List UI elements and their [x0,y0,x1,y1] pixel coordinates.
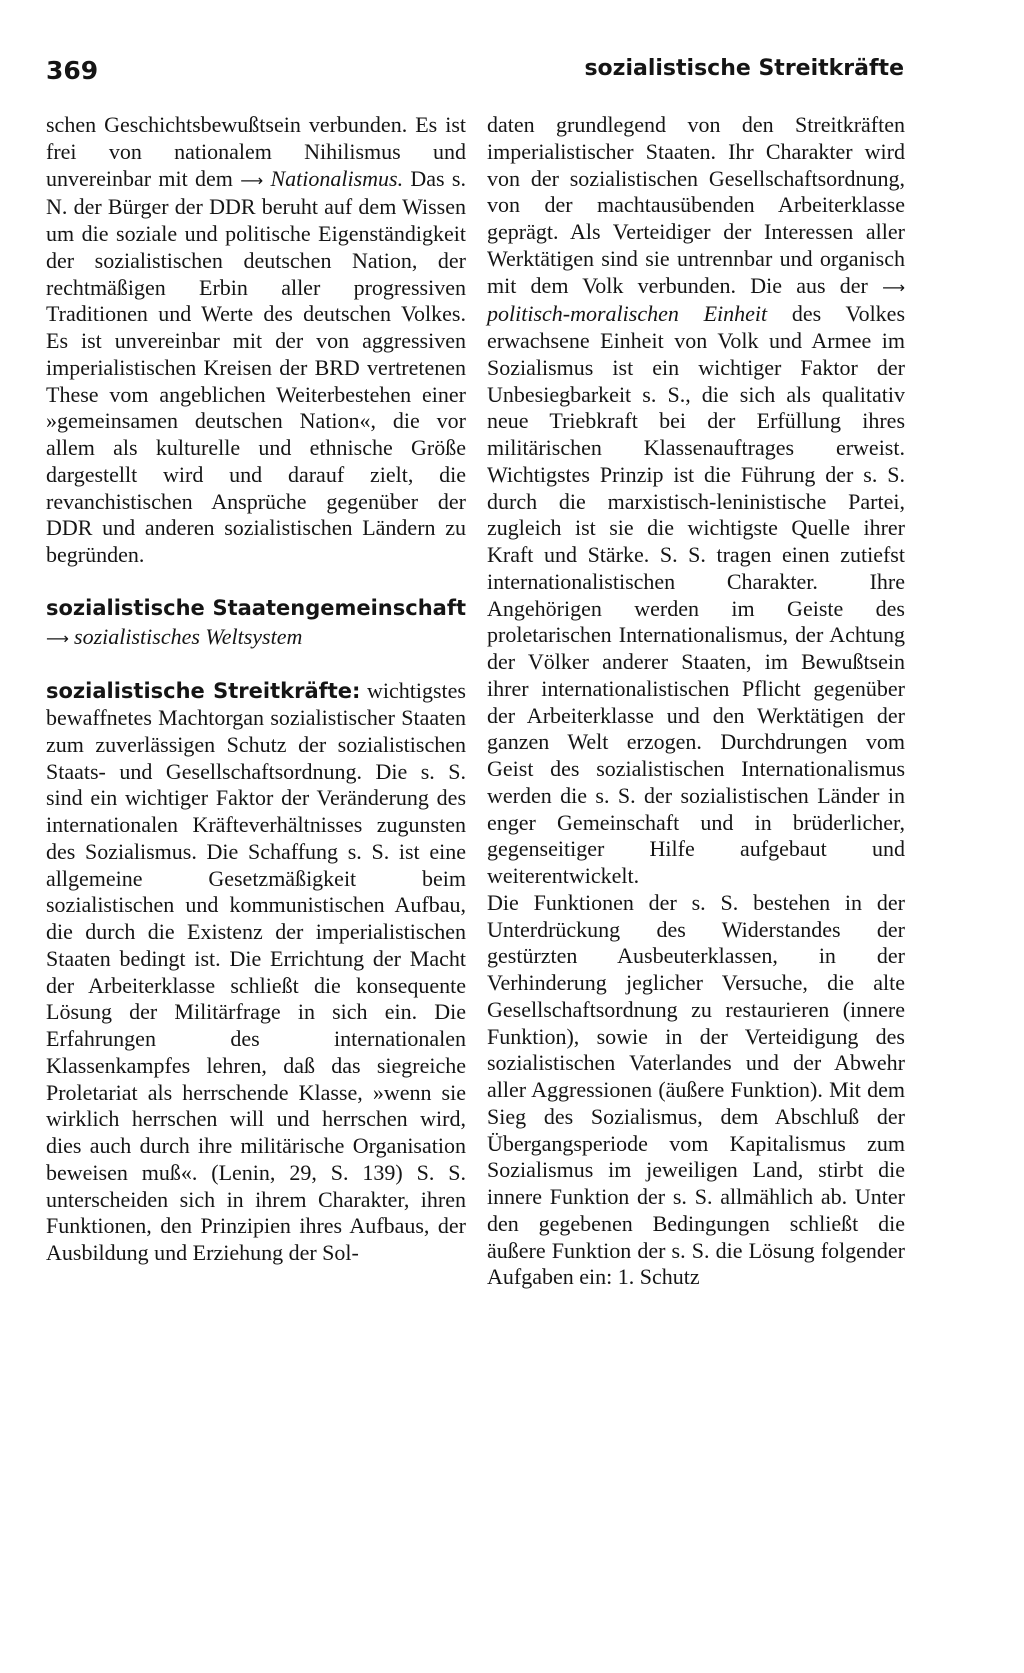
cross-reference-arrow-icon: ⟶ [882,277,905,297]
left-column [46,112,466,1267]
paragraph-text: Das s. N. der Bürger der DDR beruht auf dem Wissen um die soziale und politische Eigenständigkeit der sozialistischen deutschen Nation, der rechtmäßigen Erbin aller progressiven Traditionen und Werte des deutschen Volkes. Es ist unvereinbar mit der von aggressiven imperialistischen Kreisen der BRD vertretenen These vom angeblichen Weiterbestehen einer »gemeinsamen deutschen Nation«, die vor allem als kulturelle und ethnische Größe dargestellt wird und darauf zielt, die revanchistischen Ansprüche gegenüber der DDR und anderen sozialistischen Ländern zu begründen. [46,165,466,567]
right-column [487,112,905,1291]
running-head: sozialistische Streitkräfte [584,56,904,81]
dictionary-entry [46,595,466,653]
cross-reference-link[interactable]: sozialistisches Weltsystem [74,623,303,649]
paragraph-text: schen Geschichtsbewußtsein verbunden. Es ist frei von nationalem Nihilismus und unvereinbar mit dem [46,112,466,191]
cross-reference-link[interactable]: Nationalismus. [270,165,404,191]
cross-reference-arrow-icon: ⟶ [46,628,75,648]
entry-headword: sozialistische Streitkräfte: [46,679,361,704]
page-header [46,56,904,96]
paragraph [487,112,905,890]
paragraph [46,112,466,569]
page-number: 369 [46,56,99,85]
entry-headword: sozialistische Staatengemeinschaft [46,595,466,620]
dictionary-entry [46,678,466,1267]
paragraph-text: daten grundlegend von den Streitkräften imperialistischer Staaten. Ihr Charakter wird von der sozialistischen Gesellschaftsordnung, von der machtausübenden Arbeiterklasse geprägt. Als Verteidiger der Interessen aller Werktätigen sind sie untrennbar und organisch mit dem Volk verbunden. Die aus der [487,112,905,298]
paragraph-text: des Volkes erwachsene Einheit von Volk und Armee im Sozialismus ist ein wichtiger Faktor der Unbesiegbarkeit s. S., die sich als qualitativ neue Triebkraft bei der Erfüllung ihres militärischen Klassenauftrages erweist. Wichtigstes Prinzip ist die Führung der s. S. durch die marxistisch-leninistische Partei, zugleich ist sie die wichtigste Quelle ihrer Kraft und Stärke. S. S. tragen einen zutiefst internationalistischen Charakter. Ihre Angehörigen werden im Geiste des proletarischen Internationalismus, der Achtung der Völker anderer Staaten, im Bewußtsein ihrer internationalistischen Pflicht gegenüber der Arbeiterklasse und den Werktätigen der ganzen Welt erzogen. Durchdrungen vom Geist des sozialistischen Internationalismus werden die s. S. der sozialistischen Länder in enger Gemeinschaft und in brüderlicher, gegenseitiger Hilfe aufgebaut und weiterentwickelt. [487,301,906,888]
cross-reference-link[interactable]: politisch-moralischen Einheit [487,301,768,327]
entry-text: wichtigstes bewaffnetes Machtorgan sozialistischer Staaten zum zuverlässigen Schutz der sozialistischen Staats- und Gesellschaftsordnung. Die s. S. sind ein wichtiger Faktor der Veränderung des internationalen Kräfteverhältnisses zugunsten des Sozialismus. Die Schaffung s. S. ist eine allgemeine Gesetzmäßigkeit beim sozialistischen und kommunistischen Aufbau, die durch die Existenz der imperialistischen Staaten bedingt ist. Die Errichtung der Macht der Arbeiterklasse schließt die konsequente Lösung der Militärfrage in sich ein. Die Erfahrungen des internationalen Klassenkampfes lehren, daß das siegreiche Proletariat als herrschende Klasse, »wenn sie wirklich herrschen will und herrschen wird, dies auch durch ihre militärische Organisation beweisen muß«. (Lenin, 29, S. 139) S. S. unterscheiden sich in ihrem Charakter, ihren Funktionen, den Prinzipien ihres Aufbaus, der Ausbildung und Erziehung der Sol- [46,678,466,1265]
cross-reference-arrow-icon: ⟶ [240,170,264,190]
paragraph: Die Funktionen der s. S. bestehen in der Unterdrückung des Widerstandes der gestürzten Ausbeuterklassen, in der Verhinderung jeglicher Versuche, die alte Gesellschaftsordnung zu restaurieren (innere Funktion), sowie in der Verteidigung des sozialistischen Vaterlandes und der Abwehr aller Aggressionen (äußere Funktion). Mit dem Sieg des Sozialismus, dem Abschluß der Übergangsperiode vom Kapitalismus zum Sozialismus im jeweiligen Land, stirbt die innere Funktion der s. S. allmählich ab. Unter den gegebenen Bedingungen schließt die äußere Funktion der s. S. die Lösung folgender Aufgaben ein: 1. Schutz [487,889,905,1290]
